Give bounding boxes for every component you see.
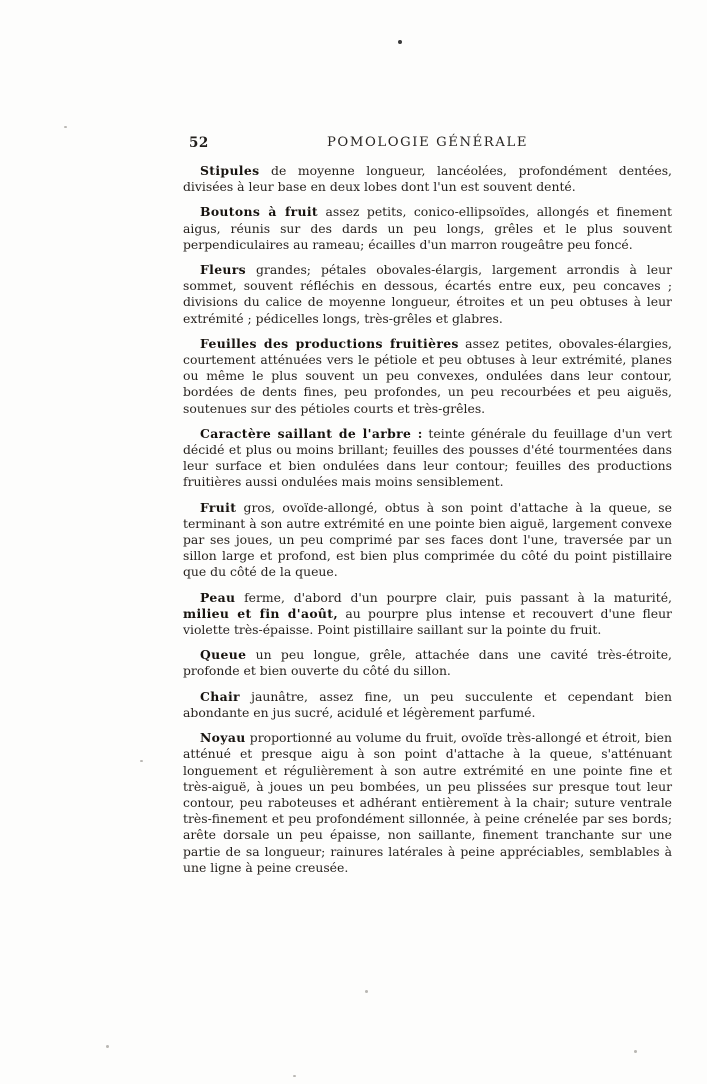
running-title: POMOLOGIE GÉNÉRALE — [326, 135, 529, 150]
text-segment: grandes; pétales obovales-élargis, largement arrondis à leur sommet, souvent réfléchis en dessous, écartés entre eux, peu concaves ; divisions du calice de moyenne longueur, étroites et un peu obtuses à leur extrémité ; pédicelles longs, très-grêles et glabres. — [183, 262, 672, 326]
ink-speck — [106, 1045, 109, 1048]
lead-term: milieu et fin d'août, — [183, 605, 339, 621]
lead-term: Noyau — [200, 730, 246, 746]
paragraph-stipules — [183, 163, 672, 195]
lead-term: Fruit — [200, 499, 237, 515]
ink-speck — [140, 760, 143, 762]
lead-term: Feuilles des productions fruitières — [200, 335, 459, 351]
paragraph-boutons-a-fruit — [183, 204, 672, 253]
text-segment: teinte générale du feuillage d'un vert décidé et plus ou moins brillant; feuilles des pousses d'été tourmentées dans leur surface et bien ondulées dans leur contour; feuilles des productions fruitières aussi ondulées mais moins sensiblement. — [183, 425, 672, 490]
ink-dot — [398, 40, 402, 44]
lead-term: Boutons à fruit — [200, 204, 318, 220]
text-segment: un peu longue, grêle, attachée dans une cavité très-étroite, profonde et bien ouverte du côté du sillon. — [183, 647, 672, 679]
lead-term: Fleurs — [200, 262, 246, 278]
ink-speck — [64, 126, 67, 128]
text-segment: gros, ovoïde-allongé, obtus à son point d'attache à la queue, se terminant à son autre extrémité en une pointe bien aiguë, largement convexe par ses joues, un peu comprimé par ses faces dont l'une, traversée par un sillon large et profond, est bien plus comprimée du côté du point pistillaire que du côté de la queue. — [183, 499, 672, 580]
running-header — [183, 135, 672, 153]
text-segment: jaunâtre, assez fine, un peu succulente et cependant bien abondante en jus sucré, acidulé et légèrement parfumé. — [183, 688, 672, 720]
paragraph-caractere-saillant-de-l-arbre — [183, 426, 672, 491]
page-number: 52 — [189, 135, 209, 151]
ink-speck — [365, 990, 368, 993]
lead-term: Stipules — [200, 163, 260, 178]
lead-term: Caractère saillant de l'arbre : — [200, 425, 423, 441]
lead-term: Peau — [200, 589, 236, 605]
text-segment: ferme, d'abord d'un pourpre clair, puis passant à la maturité, — [235, 589, 672, 605]
text-segment: assez petites, obovales-élargies, courtement atténuées vers le pétiole et peu obtuses à leur extrémité, planes ou même le plus souvent un peu convexes, ondulées dans leur contour, bordées de dents fines, peu profondes, un peu recourbées et peu aiguës, soutenues sur des pétioles courts et très-grêles. — [183, 335, 672, 416]
ink-speck — [293, 1075, 296, 1077]
paragraph-chair — [183, 689, 672, 721]
text-segment: au pourpre plus intense et recouvert d'une fleur violette très-épaisse. Point pistillaire saillant sur la pointe du fruit. — [183, 605, 672, 638]
lead-term: Chair — [200, 688, 240, 704]
paragraph-feuilles-des-productions-fruitieres — [183, 336, 672, 417]
text-segment: proportionné au volume du fruit, ovoïde très-allongé et étroit, bien atténué et presque aigu à son point d'attache à la queue, s'atténuant longuement et régulièrement à son autre extrémité en une pointe fine et très-aiguë, à joues un peu bombées, un peu plissées sur presque tout leur contour, peu raboteuses et adhérant entièrement à la chair; suture ventrale très-finement et peu profondément sillonnée, à peine crénelée par ses bords; arête dorsale un peu épaisse, non saillante, finement tranchante sur une partie de sa longueur; rainures latérales à peine appréciables, semblables à une ligne à peine creusée. — [183, 730, 672, 875]
page-body — [183, 163, 672, 885]
paragraph-peau — [183, 590, 672, 639]
paragraph-queue — [183, 647, 672, 679]
paragraph-fleurs — [183, 262, 672, 327]
paragraph-noyau — [183, 730, 672, 876]
paragraph-fruit — [183, 500, 672, 581]
text-segment: de moyenne longueur, lancéolées, profondément dentées, divisées à leur base en deux lobes dont l'un est souvent denté. — [183, 163, 672, 195]
text-segment: assez petits, conico-ellipsoïdes, allongés et finement aigus, réunis sur des dards un peu longs, grêles et le plus souvent perpendiculaires au rameau; écailles d'un marron rougeâtre peu foncé. — [183, 204, 673, 252]
lead-term: Queue — [200, 647, 247, 663]
ink-speck — [634, 1050, 637, 1053]
